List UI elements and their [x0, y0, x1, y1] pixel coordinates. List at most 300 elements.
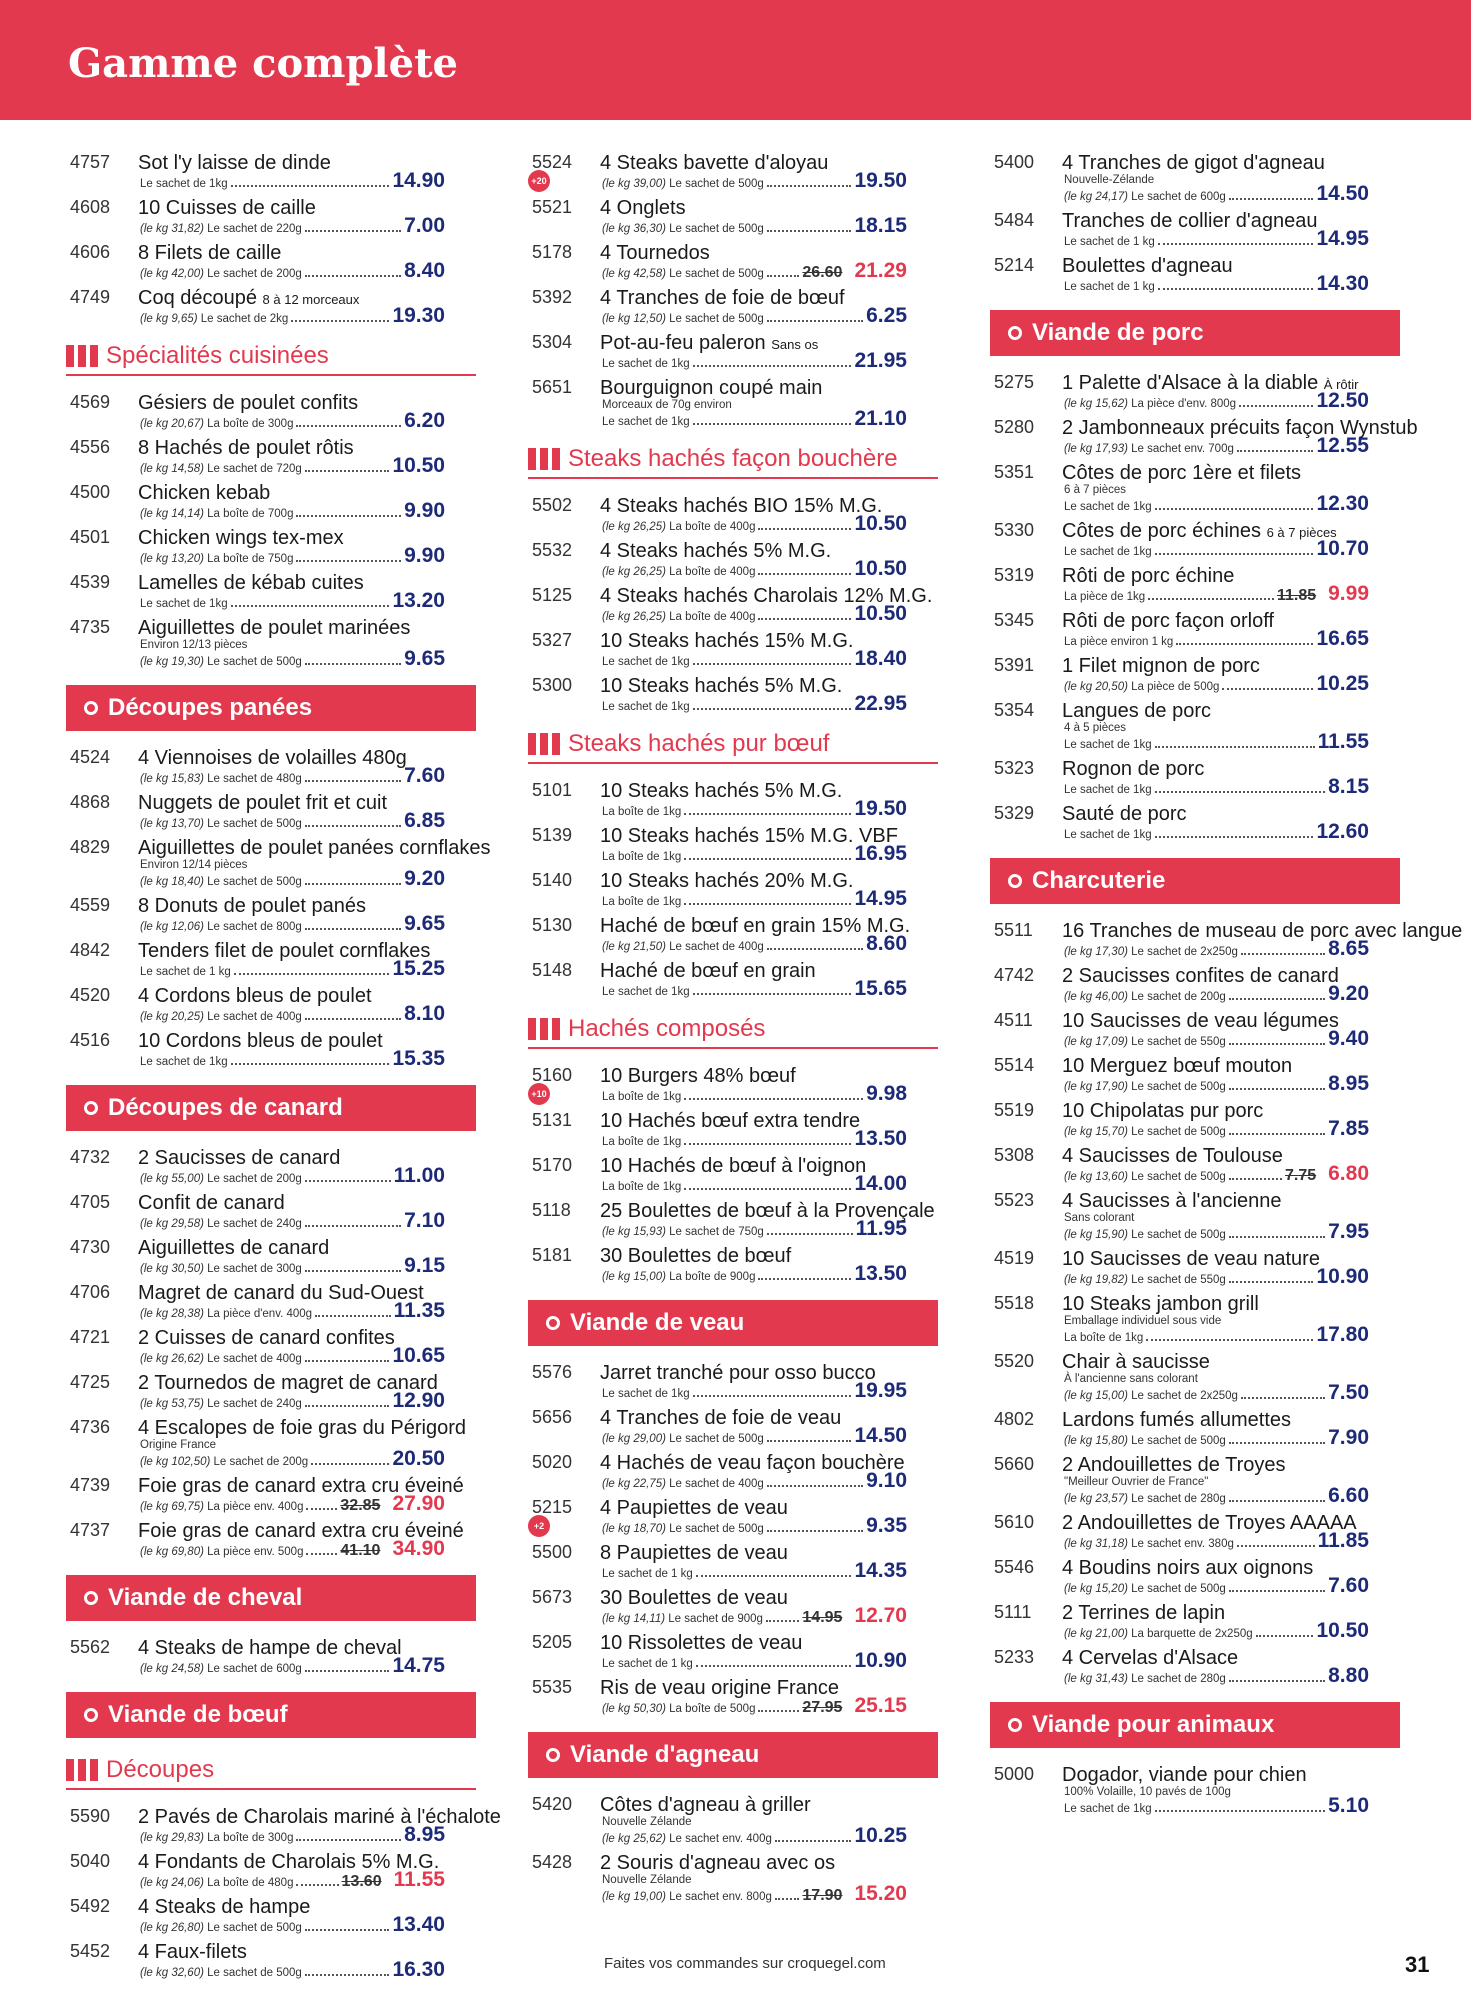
- product-row: [66, 983, 476, 1028]
- product-code: 4511: [994, 1010, 1033, 1030]
- dot-leader: [1176, 643, 1313, 645]
- product-name-text: 10 Steaks hachés 15% M.G.: [600, 630, 854, 652]
- price-per-kg: (le kg 25,62): [602, 1833, 666, 1845]
- product-code: 5532: [532, 540, 573, 560]
- price-line: [602, 797, 907, 820]
- product-row: [528, 150, 938, 195]
- price-line: [1064, 1162, 1369, 1185]
- product-price: 11.85: [1317, 1529, 1369, 1552]
- product-packaging: Le sachet env. 380g: [1131, 1538, 1234, 1550]
- price-line: [1064, 1664, 1369, 1687]
- product-price: 13.50: [854, 1127, 907, 1150]
- price-line: [140, 499, 445, 522]
- heart-badge-icon: +20: [528, 170, 550, 192]
- product-row: [66, 938, 476, 983]
- price-per-kg: (le kg 42,58): [602, 268, 666, 280]
- section-title: Charcuterie: [1032, 867, 1166, 894]
- product-name-text: Boulettes d'agneau: [1062, 255, 1233, 277]
- product-row: [990, 208, 1400, 253]
- dot-leader: [234, 973, 390, 975]
- product-name-text: Haché de bœuf en grain: [600, 960, 816, 982]
- dot-leader: [1146, 1339, 1313, 1341]
- product-row: [66, 525, 476, 570]
- product-packaging: Le sachet de 1kg: [602, 701, 690, 713]
- product-row: [528, 628, 938, 673]
- product-name-text: Dogador, viande pour chien: [1062, 1764, 1307, 1786]
- product-name: [124, 617, 410, 640]
- price-line: [602, 304, 907, 327]
- product-price: 10.50: [854, 602, 907, 625]
- product-row: [990, 963, 1400, 1008]
- product-packaging: La boîte de 480g: [207, 1877, 294, 1889]
- price-line: [602, 1824, 907, 1847]
- price-per-kg: (le kg 13,60): [1064, 1171, 1128, 1183]
- price-line: [602, 407, 907, 430]
- product-packaging: Le sachet de 500g: [1131, 1081, 1226, 1093]
- product-packaging: Le sachet de 300g: [207, 1263, 302, 1275]
- product-packaging: Le sachet de 220g: [207, 223, 302, 235]
- price-per-kg: (le kg 23,57): [1064, 1493, 1128, 1505]
- product-packaging: Le sachet de 550g: [1131, 1274, 1226, 1286]
- product-name: [586, 1677, 839, 1700]
- product-price: 14.00: [854, 1172, 907, 1195]
- product-name-text: Côtes de porc 1ère et filets: [1062, 462, 1302, 484]
- price-line: [140, 259, 445, 282]
- price-line: [140, 409, 445, 432]
- product-packaging: La boîte de 750g: [207, 553, 294, 565]
- product-extra: Environ 12/14 pièces: [140, 859, 248, 871]
- product-code: 5275: [994, 372, 1035, 392]
- product-name-text: 10 Steaks hachés 5% M.G.: [600, 675, 843, 697]
- product-extra: Nouvelle Zélande: [602, 1874, 692, 1886]
- circle-icon: [1008, 1718, 1022, 1732]
- product-price: 7.50: [1328, 1381, 1369, 1404]
- price-per-kg: (le kg 36,30): [602, 223, 666, 235]
- product-price: 12.30: [1316, 492, 1369, 515]
- dot-leader: [305, 663, 401, 665]
- product-name: [124, 1637, 402, 1660]
- product-name-text: 4 Saucisses à l'ancienne: [1062, 1190, 1282, 1212]
- product-name: [586, 540, 831, 563]
- product-name-text: Haché de bœuf en grain 15% M.G.: [600, 915, 911, 937]
- product-name: [586, 915, 910, 938]
- product-name-text: 30 Boulettes de veau: [600, 1587, 788, 1609]
- dot-leader: [758, 618, 851, 620]
- price-line: [140, 1447, 445, 1470]
- price-per-kg: (le kg 20,25): [140, 1011, 204, 1023]
- price-line: [602, 169, 907, 192]
- old-price: 27.95: [802, 1699, 843, 1716]
- product-price: 6.85: [404, 809, 445, 832]
- circle-icon: [84, 1591, 98, 1605]
- product-code: 5308: [994, 1145, 1035, 1165]
- product-packaging: Le sachet de 400g: [207, 1011, 302, 1023]
- price-line: [602, 647, 907, 670]
- product-price: 7.60: [1328, 1574, 1369, 1597]
- product-packaging: Le sachet de 400g: [669, 1478, 764, 1490]
- product-code: 5280: [994, 417, 1035, 437]
- product-packaging: Le sachet de 1kg: [1064, 501, 1152, 513]
- product-price: 10.70: [1316, 537, 1369, 560]
- product-packaging: Le sachet de 500g: [1131, 1171, 1226, 1183]
- bars-icon: [528, 1018, 560, 1040]
- price-line: [602, 1604, 907, 1627]
- price-line: [602, 977, 907, 1000]
- price-per-kg: (le kg 14,58): [140, 463, 204, 475]
- product-name-text: 10 Steaks hachés 20% M.G.: [600, 870, 854, 892]
- product-name: [586, 870, 853, 893]
- product-code: 4524: [70, 747, 111, 767]
- product-price: 10.90: [854, 1649, 907, 1672]
- price-line: [140, 1209, 445, 1232]
- product-row: [990, 1008, 1400, 1053]
- product-code: 5020: [532, 1452, 573, 1472]
- product-packaging: Le sachet env. 400g: [669, 1833, 772, 1845]
- price-line: [1064, 582, 1369, 605]
- price-per-kg: (le kg 69,80): [140, 1546, 204, 1558]
- product-row: [528, 1850, 938, 1908]
- product-name: [1048, 520, 1337, 543]
- product-extra: Sans colorant: [1064, 1212, 1135, 1224]
- product-packaging: Le sachet de 1 kg: [602, 1658, 693, 1670]
- product-price: 8.95: [404, 1823, 445, 1846]
- dot-leader: [296, 1884, 338, 1886]
- price-line: [140, 454, 445, 477]
- price-per-kg: (le kg 55,00): [140, 1173, 204, 1185]
- price-line: [140, 1823, 445, 1846]
- section-title: Viande de bœuf: [108, 1701, 288, 1728]
- product-name: [1048, 210, 1317, 233]
- dot-leader: [305, 1225, 401, 1227]
- dot-leader: [306, 1553, 337, 1555]
- product-packaging: La pièce de 1kg: [1064, 591, 1146, 603]
- product-row: [990, 1291, 1400, 1349]
- subsection-title: Découpes: [106, 1756, 215, 1783]
- product-packaging: Le sachet de 500g: [669, 268, 764, 280]
- product-code: 5524: [532, 152, 573, 172]
- product-row: [66, 1804, 501, 1849]
- product-code: 4539: [70, 572, 111, 592]
- product-price: 8.40: [404, 259, 445, 282]
- product-price: 10.50: [854, 557, 907, 580]
- product-row: [990, 756, 1400, 801]
- price-line: [140, 1047, 445, 1070]
- price-line: [140, 1958, 445, 1981]
- product-name: [1048, 1557, 1313, 1580]
- product-price: 10.25: [854, 1824, 907, 1847]
- product-code: 4829: [70, 837, 111, 857]
- bars-icon: [528, 448, 560, 470]
- product-packaging: Le sachet de 480g: [207, 773, 302, 785]
- product-packaging: La boîte de 1kg: [602, 1181, 682, 1193]
- dot-leader: [231, 1063, 390, 1065]
- dot-leader: [305, 1670, 390, 1672]
- price-per-kg: (le kg 17,93): [1064, 443, 1128, 455]
- product-code: 5520: [994, 1351, 1035, 1371]
- dot-leader: [306, 1508, 337, 1510]
- price-line: [1064, 775, 1369, 798]
- product-price: 15.25: [392, 957, 445, 980]
- product-row: [990, 460, 1400, 518]
- dot-leader: [693, 1395, 852, 1397]
- product-packaging: Le sachet de 500g: [1131, 1126, 1226, 1138]
- product-name: [124, 985, 372, 1008]
- product-row: [66, 1849, 476, 1894]
- product-code: 4757: [70, 152, 111, 172]
- dot-leader: [1229, 1178, 1282, 1180]
- price-line: [1064, 1323, 1369, 1346]
- product-name: [124, 197, 316, 220]
- product-row: [990, 1098, 1400, 1143]
- product-price: 18.40: [854, 647, 907, 670]
- product-name: [586, 630, 853, 653]
- product-name-text: Magret de canard du Sud-Ouest: [138, 1282, 424, 1304]
- section-title: Viande de cheval: [108, 1584, 303, 1611]
- product-row: [528, 1108, 938, 1153]
- product-code: 5610: [994, 1512, 1035, 1532]
- product-name-text: 4 Tranches de foie de bœuf: [600, 287, 845, 309]
- product-code: 4721: [70, 1327, 111, 1347]
- price-per-kg: (le kg 69,75): [140, 1501, 204, 1513]
- price-line: [602, 214, 907, 237]
- product-packaging: Le sachet de 500g: [207, 1967, 302, 1979]
- product-price: 7.00: [404, 214, 445, 237]
- product-name-text: 4 Cervelas d'Alsace: [1062, 1647, 1239, 1669]
- dot-leader: [231, 185, 390, 187]
- product-name: [1048, 1010, 1339, 1033]
- product-row: [528, 1360, 938, 1405]
- dot-leader: [1241, 1397, 1325, 1399]
- product-code: 5656: [532, 1407, 573, 1427]
- price-line: [140, 867, 445, 890]
- product-name: [586, 1497, 788, 1520]
- dot-leader: [305, 230, 401, 232]
- product-price: 10.50: [392, 454, 445, 477]
- product-row: [990, 370, 1400, 415]
- product-code: 4736: [70, 1417, 111, 1437]
- product-row: [528, 1450, 938, 1495]
- product-name-text: 10 Merguez bœuf mouton: [1062, 1055, 1293, 1077]
- price-line: [602, 512, 907, 535]
- dot-leader: [696, 1665, 852, 1667]
- dot-leader: [305, 1360, 390, 1362]
- bars-icon: [66, 345, 98, 367]
- product-name: [1048, 1647, 1238, 1670]
- product-code: 5590: [70, 1806, 111, 1826]
- product-name-text: 8 Filets de caille: [138, 242, 282, 264]
- price-line: [1064, 937, 1369, 960]
- product-packaging: La boîte de 1kg: [602, 851, 682, 863]
- product-code: 4519: [994, 1248, 1035, 1268]
- product-name: [586, 1362, 876, 1385]
- product-row: [990, 1510, 1400, 1555]
- price-line: [602, 1262, 907, 1285]
- dot-leader: [305, 470, 390, 472]
- product-row: [528, 1675, 938, 1720]
- product-name: [586, 1155, 866, 1178]
- product-code: 4520: [70, 985, 111, 1005]
- product-code: 5140: [532, 870, 573, 890]
- product-packaging: Le sachet de 1 kg: [602, 1568, 693, 1580]
- price-per-kg: (le kg 32,60): [140, 1967, 204, 1979]
- product-price: 15.35: [392, 1047, 445, 1070]
- product-name-text: Ris de veau origine France: [600, 1677, 840, 1699]
- column-left: [66, 150, 501, 1984]
- product-row: [528, 195, 938, 240]
- product-name: [586, 1110, 860, 1133]
- price-line: [602, 602, 907, 625]
- product-name-text: Coq découpé: [138, 287, 257, 309]
- product-row: [66, 745, 476, 790]
- product-price: 9.20: [1328, 982, 1369, 1005]
- product-code: 5452: [70, 1941, 111, 1961]
- product-name: [586, 495, 882, 518]
- product-name-text: 10 Steaks hachés 5% M.G.: [600, 780, 843, 802]
- dot-leader: [305, 1270, 401, 1272]
- price-per-kg: (le kg 22,75): [602, 1478, 666, 1490]
- product-code: 5428: [532, 1852, 573, 1872]
- price-line: [1064, 982, 1369, 1005]
- promo-price: 9.99: [1328, 582, 1369, 605]
- product-price: 11.00: [393, 1164, 445, 1187]
- price-line: [140, 589, 445, 612]
- product-row: [66, 1635, 476, 1680]
- product-packaging: Le sachet de 1kg: [140, 178, 228, 190]
- dot-leader: [1229, 1281, 1314, 1283]
- product-name: [1048, 462, 1301, 485]
- product-name-text: 4 Cordons bleus de poulet: [138, 985, 372, 1007]
- product-code: 4516: [70, 1030, 111, 1050]
- price-line: [1064, 1574, 1369, 1597]
- dot-leader: [1229, 1680, 1325, 1682]
- product-code: 5535: [532, 1677, 573, 1697]
- product-name: [124, 1896, 310, 1919]
- dot-leader: [1155, 746, 1315, 748]
- price-line: [602, 1649, 907, 1672]
- product-code: 4749: [70, 287, 111, 307]
- product-row: [66, 893, 476, 938]
- product-name-text: 2 Terrines de lapin: [1062, 1602, 1226, 1624]
- product-extra: Emballage individuel sous vide: [1064, 1315, 1222, 1327]
- product-name-text: Aiguillettes de canard: [138, 1237, 330, 1259]
- price-line: [602, 557, 907, 580]
- price-line: [602, 1127, 907, 1150]
- price-per-kg: (le kg 15,70): [1064, 1126, 1128, 1138]
- product-packaging: Le sachet de 500g: [207, 876, 302, 888]
- price-per-kg: (le kg 19,30): [140, 656, 204, 668]
- product-name-text: 10 Burgers 48% bœuf: [600, 1065, 796, 1087]
- product-price: 22.95: [854, 692, 907, 715]
- dot-leader: [231, 605, 390, 607]
- subsection-header: [66, 338, 476, 376]
- product-row: [528, 583, 938, 628]
- product-name-text: 10 Rissolettes de veau: [600, 1632, 803, 1654]
- price-line: [1064, 1117, 1369, 1140]
- product-packaging: La boîte de 900g: [669, 1271, 756, 1283]
- product-name: [124, 792, 387, 815]
- price-line: [602, 1379, 907, 1402]
- price-line: [602, 1559, 907, 1582]
- product-row: [528, 1630, 938, 1675]
- price-per-kg: (le kg 17,30): [1064, 946, 1128, 958]
- product-packaging: La pièce environ 1 kg: [1064, 636, 1174, 648]
- product-price: 9.10: [866, 1469, 907, 1492]
- product-name: [124, 1327, 395, 1350]
- section-header: [528, 1300, 938, 1346]
- product-price: 19.95: [854, 1379, 907, 1402]
- product-extra: "Meilleur Ouvrier de France": [1064, 1476, 1209, 1488]
- product-code: 5215: [532, 1497, 573, 1517]
- product-row: [528, 1405, 938, 1450]
- promo-price: 25.15: [854, 1694, 907, 1717]
- product-row: [528, 1540, 938, 1585]
- product-name-text: 2 Andouillettes de Troyes AAAAA: [1062, 1512, 1357, 1534]
- product-row: [66, 1280, 476, 1325]
- product-code: 5214: [994, 255, 1035, 275]
- dot-leader: [1237, 1545, 1315, 1547]
- product-name: [124, 572, 364, 595]
- price-per-kg: (le kg 31,82): [140, 223, 204, 235]
- dot-leader: [758, 528, 851, 530]
- product-row: [66, 1028, 476, 1073]
- product-name: [1048, 565, 1234, 588]
- product-packaging: La boîte de 700g: [207, 508, 294, 520]
- section-title: Viande pour animaux: [1032, 1711, 1275, 1738]
- old-price: 11.85: [1276, 587, 1317, 604]
- product-packaging: Le sachet env. 800g: [669, 1891, 772, 1903]
- product-name-text: 4 Faux-filets: [138, 1941, 247, 1963]
- product-price: 9.15: [404, 1254, 445, 1277]
- product-name: [586, 1245, 791, 1268]
- circle-icon: [546, 1316, 560, 1330]
- dot-leader: [305, 1929, 390, 1931]
- product-price: 19.50: [854, 797, 907, 820]
- product-packaging: Le sachet de 550g: [1131, 1036, 1226, 1048]
- product-price: 15.65: [854, 977, 907, 1000]
- product-code: 4732: [70, 1147, 111, 1167]
- product-code: 5319: [994, 565, 1035, 585]
- product-code: 4559: [70, 895, 111, 915]
- price-per-kg: (le kg 13,20): [140, 553, 204, 565]
- product-code: 5304: [532, 332, 573, 352]
- product-name: [586, 1632, 802, 1655]
- price-line: [140, 1254, 445, 1277]
- product-code: 5392: [532, 287, 573, 307]
- dot-leader: [684, 1143, 851, 1145]
- product-row: [528, 673, 938, 718]
- product-packaging: La pièce d'env. 800g: [1131, 398, 1237, 410]
- product-code: 5492: [70, 1896, 111, 1916]
- product-packaging: Le sachet de 1kg: [602, 416, 690, 428]
- price-line: [140, 809, 445, 832]
- product-packaging: Le sachet de 2x250g: [1131, 1390, 1238, 1402]
- product-name: [124, 747, 407, 770]
- price-line: [1064, 1484, 1369, 1507]
- price-per-kg: (le kg 15,83): [140, 773, 204, 785]
- product-code: 5400: [994, 152, 1035, 172]
- price-line: [602, 887, 907, 910]
- product-packaging: La boîte de 1kg: [1064, 1332, 1144, 1344]
- product-name-text: Foie gras de canard extra cru éveiné: [138, 1520, 464, 1542]
- product-packaging: Le sachet de 1kg: [140, 1056, 228, 1068]
- footer-text: Faites vos commandes sur croquegel.com: [604, 1955, 886, 1972]
- product-packaging: La boîte de 1kg: [602, 806, 682, 818]
- section-title: Viande d'agneau: [570, 1741, 760, 1768]
- product-name: [124, 1417, 466, 1440]
- bars-icon: [528, 733, 560, 755]
- product-packaging: La boîte de 1kg: [602, 1136, 682, 1148]
- dot-leader: [775, 1840, 852, 1842]
